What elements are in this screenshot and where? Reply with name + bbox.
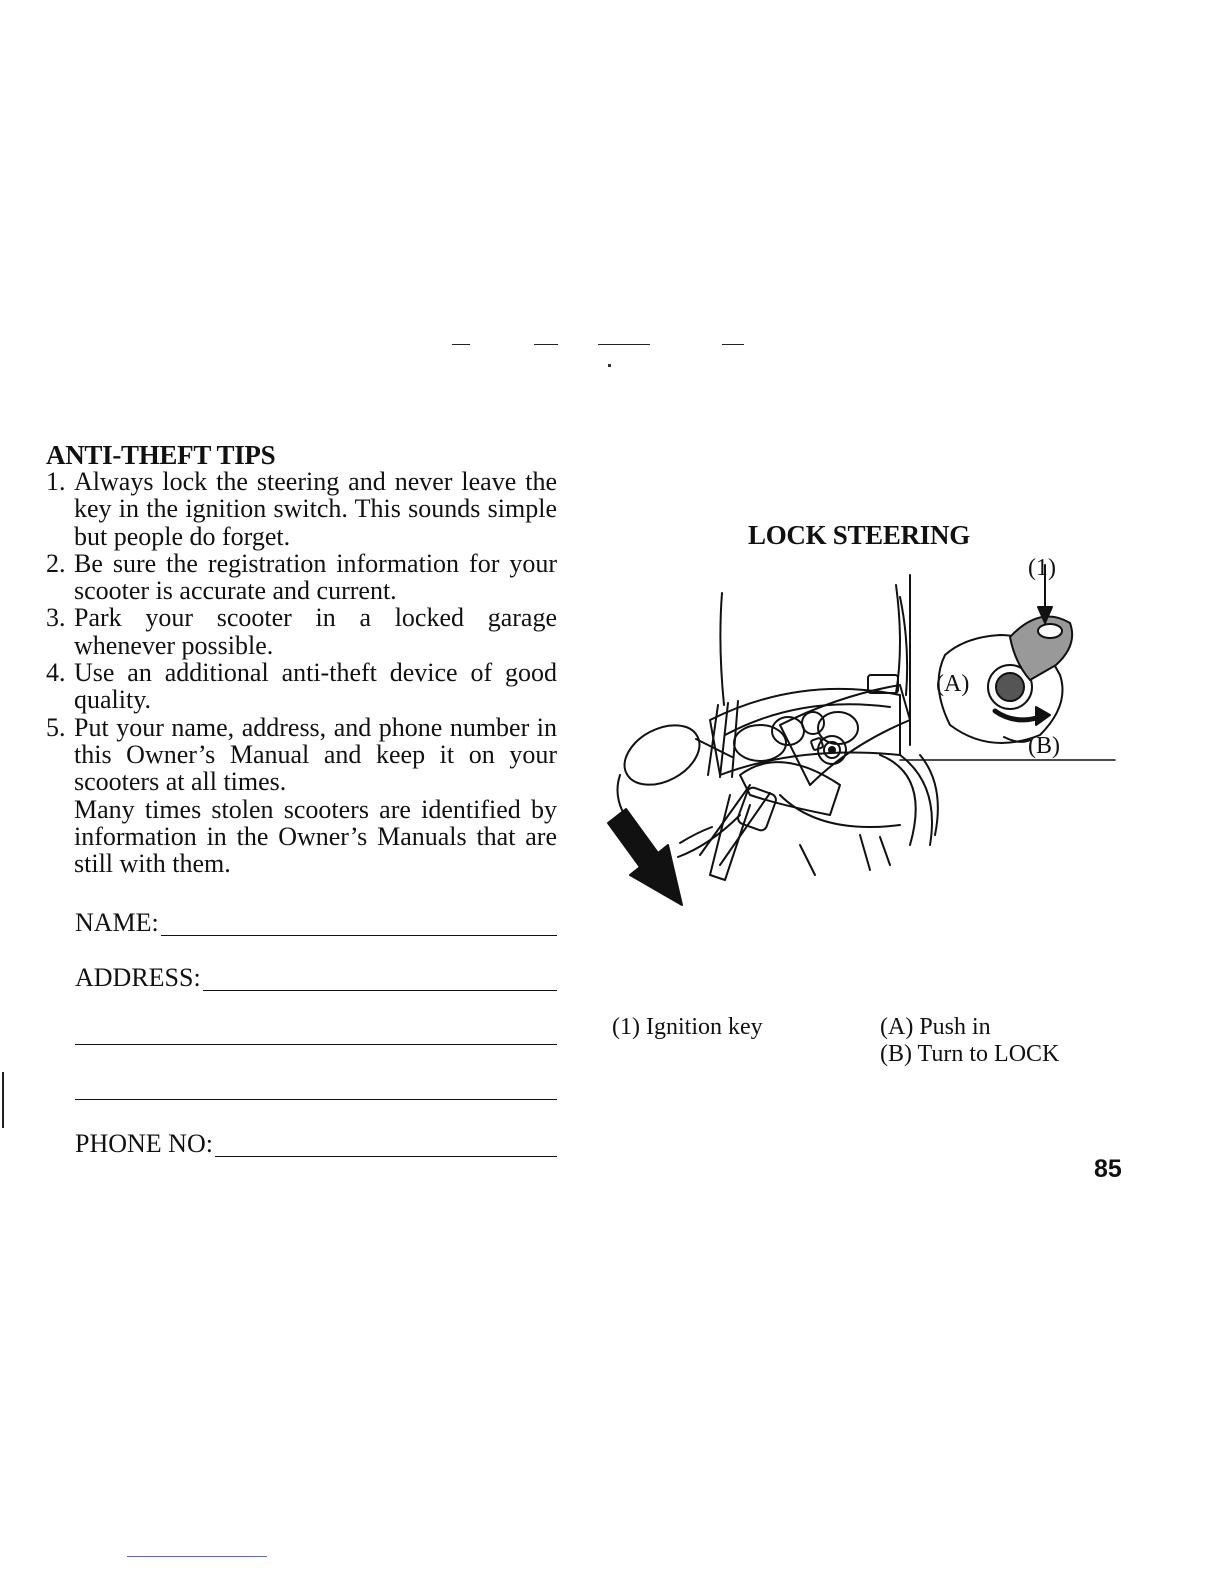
tip-text: Park your scooter in a locked garage whenever possible. [74,603,557,660]
caption-push-in: (A) Push in [880,1014,991,1040]
lock-steering-title: LOCK STEERING [748,520,970,550]
caption-ignition-key: (1) Ignition key [612,1014,763,1040]
caption-turn-to-lock: (B) Turn to LOCK [880,1041,1060,1067]
address-blank-line-2[interactable] [75,1044,557,1045]
tip-text: Always lock the steering and never leave the key in the ignition switch. This sounds simple but people do forget. [74,467,557,551]
address-blank[interactable] [203,990,557,991]
phone-field[interactable] [75,1123,557,1157]
name-blank[interactable] [161,935,557,936]
address-blank-line-3[interactable] [75,1099,557,1100]
address-label: ADDRESS: [75,963,201,992]
tip-item: 2. Be sure the registration information for your scooter is accurate and current. [46,548,557,606]
tip-text: Be sure the registration information for your scooter is accurate and current. [74,548,557,606]
tip-text: Use an additional anti-theft device of good quality. [74,658,557,715]
anti-theft-heading: ANTI-THEFT TIPS [46,440,276,470]
name-field[interactable] [75,902,557,936]
tip-item: 4. Use an additional anti-theft device of good quality. [46,658,557,715]
callout-a: (A) [936,671,970,697]
tip-item: 3. Park your scooter in a locked garage whenever possible. [46,603,557,660]
address-field[interactable] [75,957,557,991]
callout-1: (1) [1028,555,1056,581]
callout-b: (B) [1028,733,1060,759]
lock-steering-illustration [600,545,1120,915]
anti-theft-tips-list [46,468,557,877]
page-number: 85 [1094,1155,1122,1183]
phone-blank[interactable] [215,1156,557,1157]
tip-item: 5. Put your name, address, and phone number in this Owner’s Manual and keep it on your scooters at all times. Many times stolen scooters are identified by information in the Owner’s Manuals that are still with them. [46,712,557,879]
tip-text: Put your name, address, and phone number in this Owner’s Manual and keep it on your scooters at all times. [74,712,557,797]
tip-item: 1. Always lock the steering and never leave the key in the ignition switch. This sounds simple but people do forget. [46,467,557,551]
name-label: NAME: [75,908,159,937]
phone-label: PHONE NO: [75,1129,213,1158]
tip-extra-text: Many times stolen scooters are identified by information in the Owner’s Manuals that are still with them. [74,794,557,879]
